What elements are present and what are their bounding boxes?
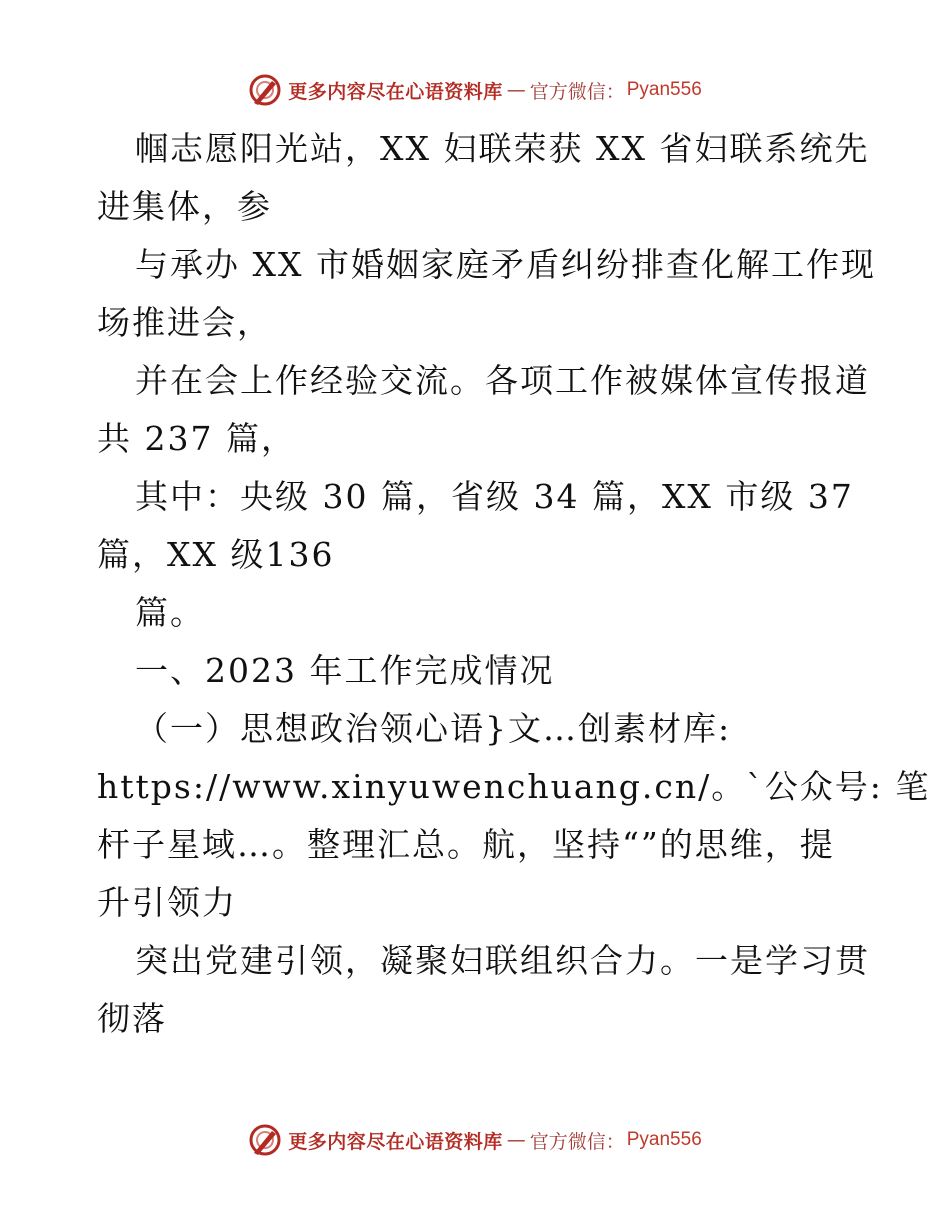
text-line-6: 共 237 篇，	[97, 419, 296, 458]
text-line-13: 杆子星域…。整理汇总。航，坚持“”的思维，提	[97, 825, 835, 864]
text-line-8: 篇，XX 级136	[97, 535, 335, 574]
text-line-7: 其中：央级 30 篇，省级 34 篇，XX 市级 37	[135, 477, 854, 516]
text-line-5: 并在会上作经验交流。各项工作被媒体宣传报道	[135, 361, 870, 400]
pen-logo-icon	[248, 73, 282, 107]
text-line-9: 篇。	[135, 593, 205, 632]
text-line-1: 帼志愿阳光站，XX 妇联荣获 XX 省妇联系统先	[135, 129, 870, 168]
text-line-3: 与承办 XX 市婚姻家庭矛盾纠纷排查化解工作现	[135, 245, 876, 284]
text-line-15: 突出党建引领，凝聚妇联组织合力。一是学习贯	[135, 941, 870, 980]
subsection-heading: （一）思想政治领心语}文…创素材库:	[135, 709, 732, 748]
section-heading: 一、2023 年工作完成情况	[135, 651, 555, 690]
footer-banner	[0, 1120, 950, 1160]
header-wechat-id: Pyan556	[626, 79, 702, 100]
footer-wechat-label: 官方微信：	[529, 1130, 625, 1153]
text-line-2: 进集体，参	[97, 187, 272, 226]
footer-separator: —	[506, 1129, 526, 1151]
document-body	[97, 120, 931, 1048]
footer-wechat-id: Pyan556	[626, 1129, 702, 1150]
text-line-4: 场推进会，	[97, 303, 272, 342]
text-line-16: 彻落	[97, 999, 167, 1038]
pen-logo-icon	[248, 1123, 282, 1157]
header-separator: —	[506, 79, 526, 101]
header-wechat-label: 官方微信：	[529, 80, 625, 103]
header-banner-text: 更多内容尽在心语资料库	[288, 80, 503, 103]
text-line-url: https://www.xinyuwenchuang.cn/。`公众号: 笔	[97, 767, 931, 806]
text-line-14: 升引领力	[97, 883, 237, 922]
footer-banner-text: 更多内容尽在心语资料库	[288, 1130, 503, 1153]
header-banner	[0, 70, 950, 110]
